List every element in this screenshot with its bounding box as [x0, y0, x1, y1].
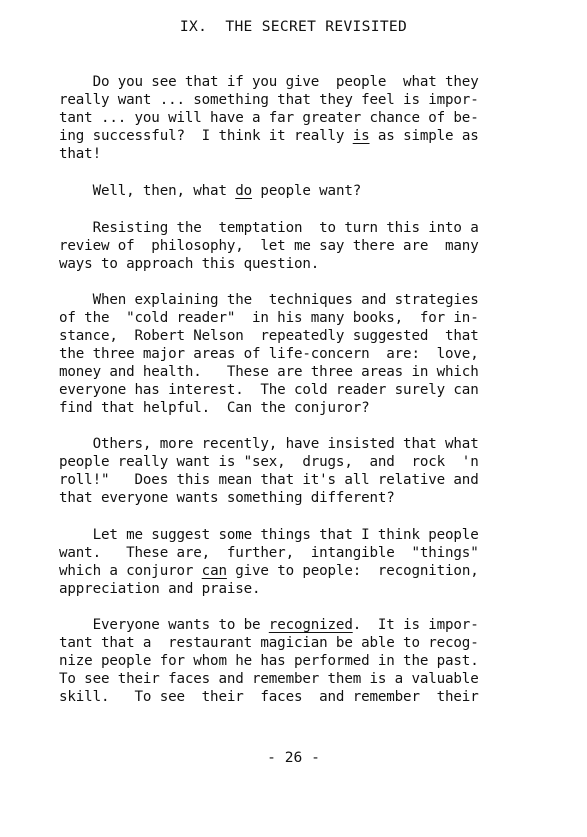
text-line: ways to approach this question.	[59, 256, 320, 272]
text-line	[59, 127, 519, 145]
emphasized-word: recognized	[268, 617, 353, 633]
text-line	[59, 616, 519, 634]
text-line	[59, 182, 519, 200]
text-segment: give to people: recognition,	[226, 563, 479, 579]
text-line: review of philosophy, let me say there are many	[59, 238, 479, 254]
paragraph-2	[59, 182, 519, 200]
text-line: tant ... you will have a far greater chance of be-	[59, 110, 479, 126]
text-segment: as simple as	[369, 128, 479, 144]
text-segment: ing successful? I think it really	[59, 128, 353, 144]
emphasized-word: can	[201, 563, 227, 579]
text-segment: . It is impor-	[352, 617, 479, 633]
text-line: Let me suggest some things that I think people	[59, 527, 479, 543]
text-line: want. These are, further, intangible "things"	[59, 545, 479, 561]
text-line: When explaining the techniques and strategies	[59, 292, 479, 308]
text-line: roll!" Does this mean that it's all relative and	[59, 472, 479, 488]
text-line: skill. To see their faces and remember their	[59, 689, 479, 705]
paragraph-7	[59, 616, 519, 706]
emphasized-word: is	[352, 128, 370, 144]
paragraph-6	[59, 526, 519, 598]
text-segment: Everyone wants to be	[59, 617, 269, 633]
text-line: Others, more recently, have insisted that what	[59, 436, 479, 452]
text-line	[59, 562, 519, 580]
text-line: tant that a restaurant magician be able to recog-	[59, 635, 479, 651]
paragraph-4	[59, 291, 519, 417]
text-line: the three major areas of life-concern are: love,	[59, 346, 479, 362]
text-line: To see their faces and remember them is a valuable	[59, 671, 479, 687]
text-line: really want ... something that they feel is impor-	[59, 92, 479, 108]
paragraph-1	[59, 73, 519, 163]
text-line: nize people for whom he has performed in the past.	[59, 653, 479, 669]
text-line: people really want is "sex, drugs, and rock 'n	[59, 454, 479, 470]
text-line: money and health. These are three areas in which	[59, 364, 479, 380]
paragraph-5	[59, 435, 519, 507]
paragraph-3	[59, 219, 519, 273]
text-segment: people want?	[252, 183, 362, 199]
emphasized-word: do	[235, 183, 253, 199]
text-line: Resisting the temptation to turn this into a	[59, 220, 479, 236]
text-line: Do you see that if you give people what they	[59, 74, 479, 90]
page-number: - 26 -	[267, 749, 320, 766]
text-line: everyone has interest. The cold reader surely can	[59, 382, 479, 398]
chapter-title: IX. THE SECRET REVISITED	[179, 18, 408, 35]
text-segment: which a conjuror	[59, 563, 202, 579]
text-line: stance, Robert Nelson repeatedly suggested that	[59, 328, 479, 344]
text-line: find that helpful. Can the conjuror?	[59, 400, 370, 416]
text-segment: Well, then, what	[59, 183, 236, 199]
text-line: that!	[59, 146, 101, 162]
text-line: appreciation and praise.	[59, 581, 261, 597]
text-line: that everyone wants something different?	[59, 490, 395, 506]
text-line: of the "cold reader" in his many books, for in-	[59, 310, 479, 326]
